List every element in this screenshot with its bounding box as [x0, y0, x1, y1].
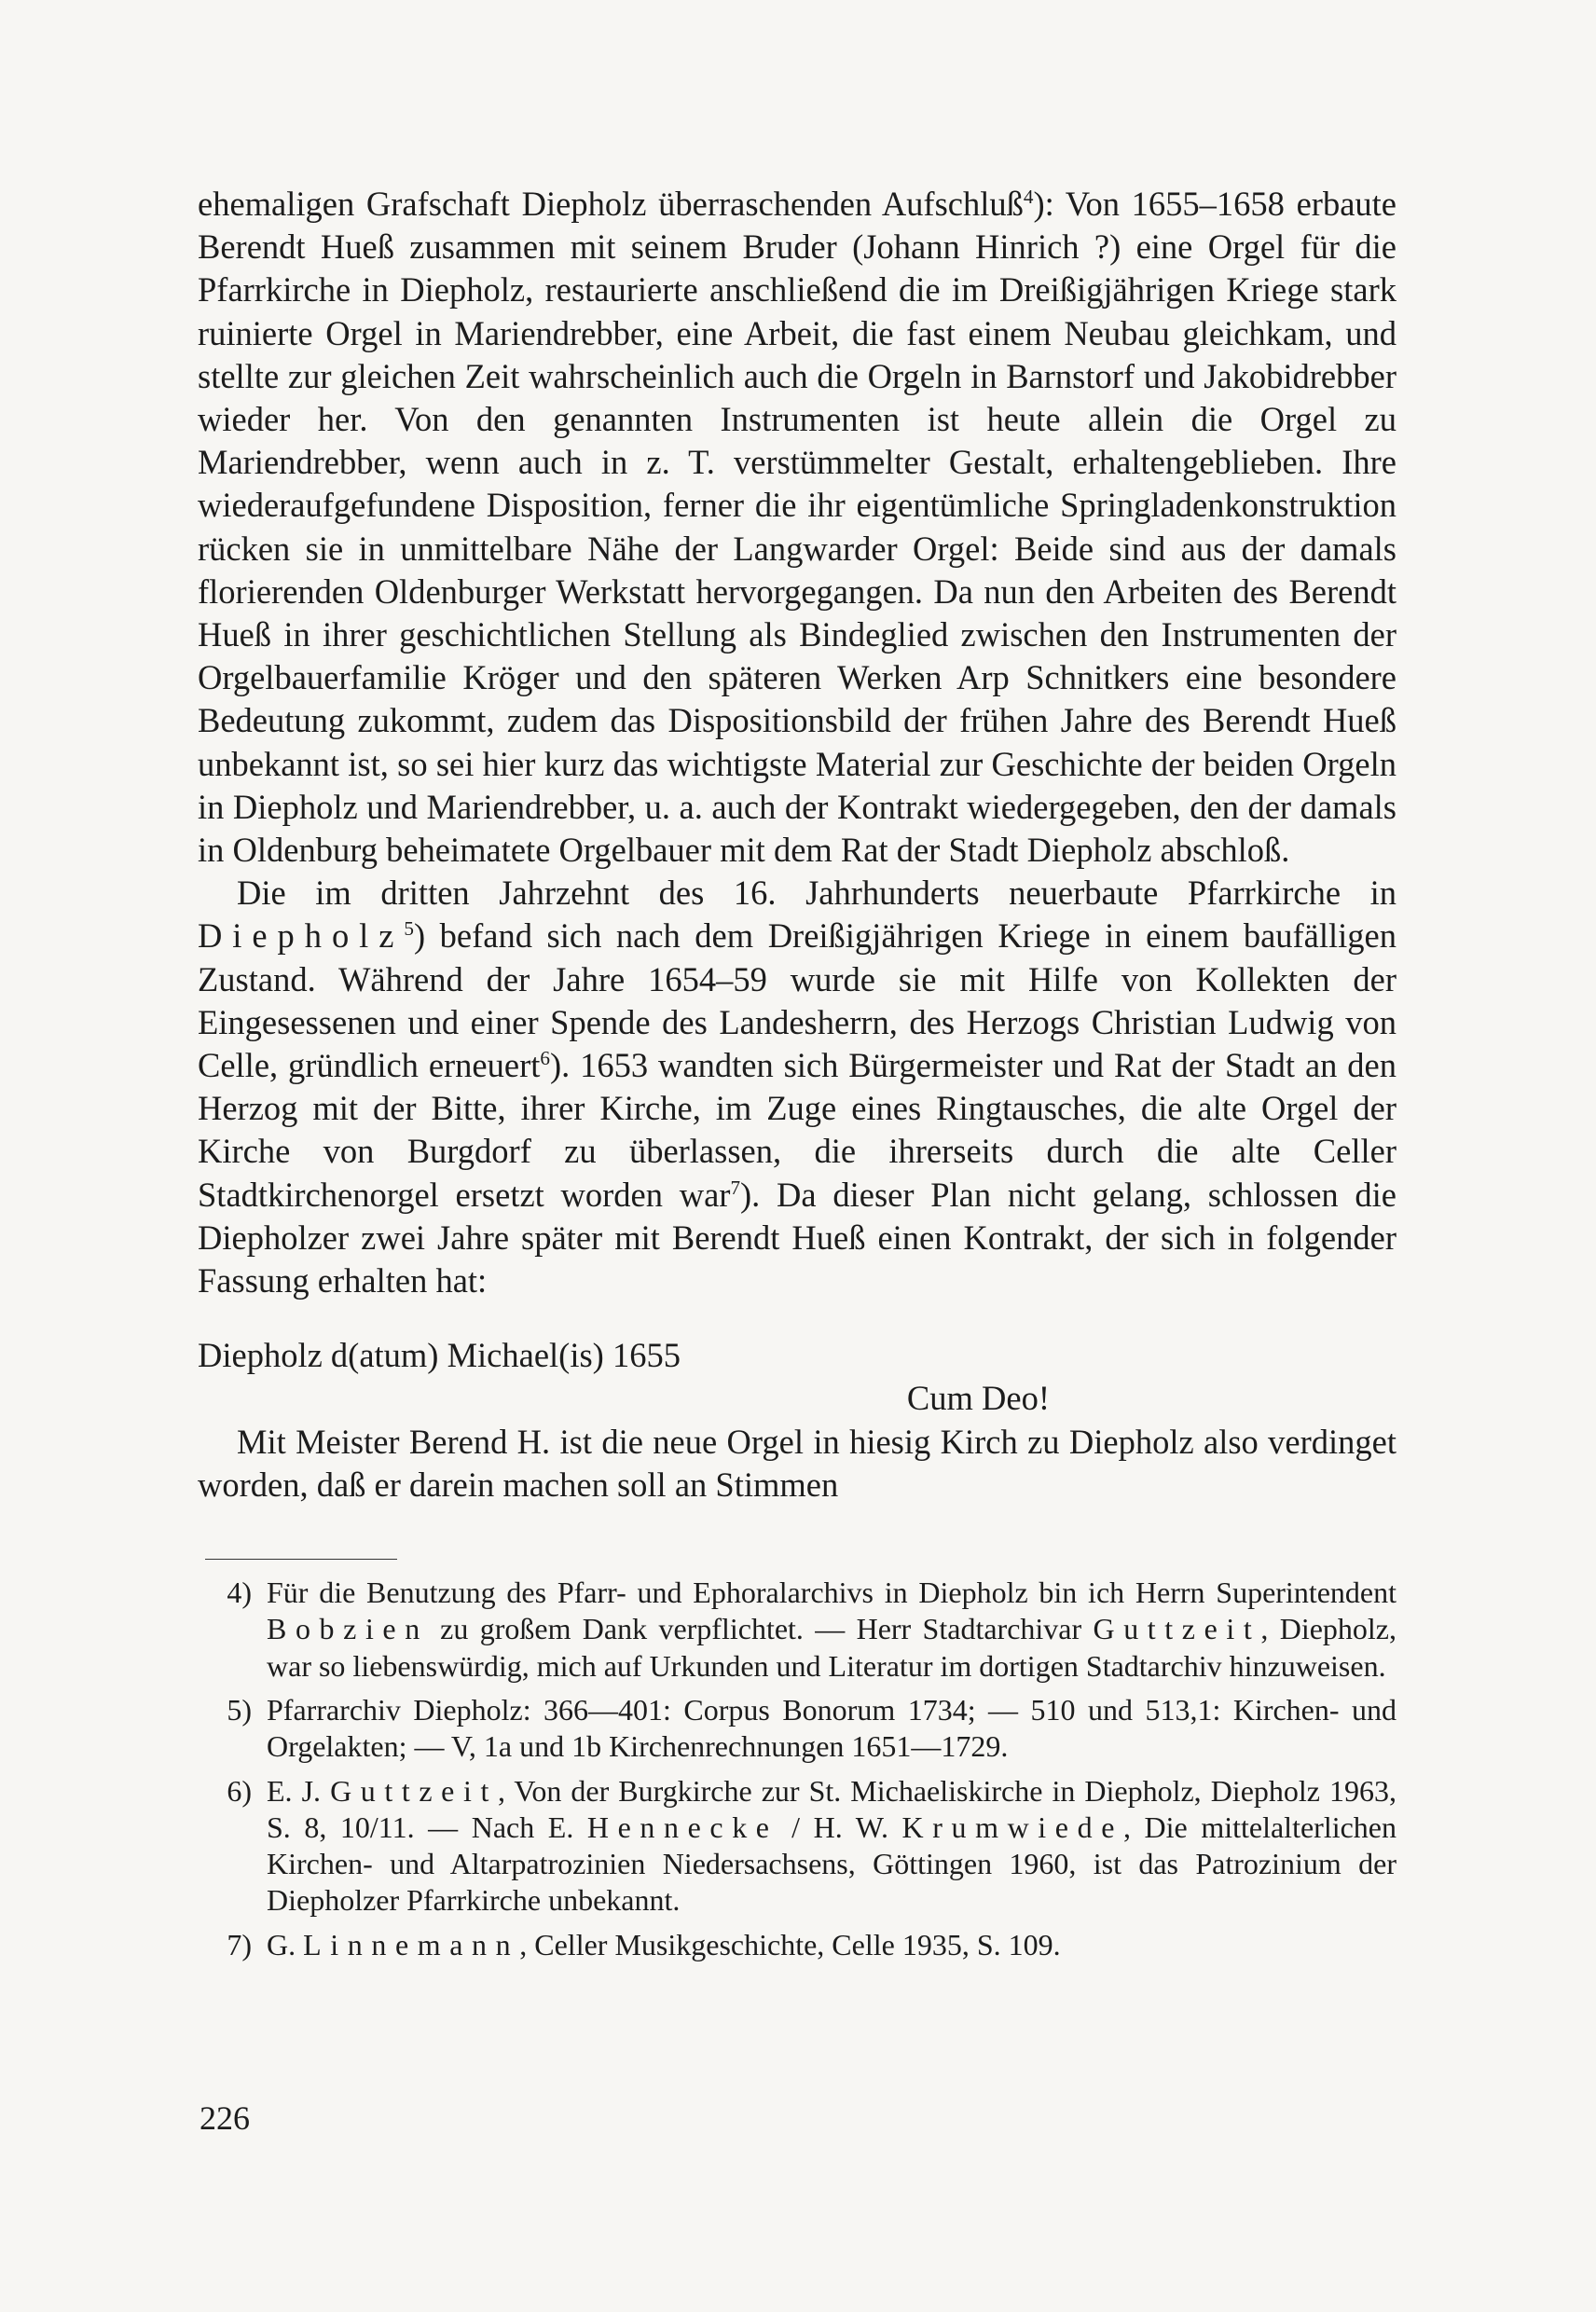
text-run: ) befand sich nach dem Dreißigjährigen Kriege in einem baufälligen Zustand. Während der Jahre 1654–59 wurde sie mit Hilfe von Kollekten der Eingesessenen und einer Spende des Landesherrn, des Herzogs Christian Ludwig von Celle, gründlich erneuert: [198, 916, 1396, 1085]
footnote-number: 6): [227, 1773, 252, 1808]
text-run: Für die Benutzung des Pfarr- und Ephoralarchivs in Diepholz bin ich Herrn Superintendent: [267, 1576, 1396, 1610]
spaced-name: Guttzeit: [1093, 1612, 1261, 1646]
footnote-text: [267, 1927, 1396, 1963]
footnote-number: 5): [227, 1692, 252, 1727]
spaced-name: Hennecke: [586, 1810, 778, 1844]
footnote-number: 4): [227, 1576, 252, 1610]
text-run: , Von der Burgkirche zur St. Michaeliskirche in Diepholz, Diepholz 1963, S. 8, 10/11. — Nach E.: [267, 1773, 1397, 1844]
footnote-6: [198, 1773, 1396, 1920]
footnote-7: [198, 1927, 1396, 1963]
footnote-divider: [205, 1559, 397, 1560]
text-run: , Diepholz, war so liebenswürdig, mich auf Urkunden und Literatur im dortigen Stadtarchiv hinzuweisen.: [267, 1612, 1397, 1683]
footnote-ref-6: 6: [540, 1046, 550, 1069]
contract-heading: Diepholz d(atum) Michael(is) 1655: [198, 1336, 681, 1375]
paragraph-1: [198, 183, 1396, 872]
footnotes: [198, 1575, 1396, 1963]
spaced-name: Krumwiede: [901, 1810, 1123, 1844]
text-run: , Celler Musikgeschichte, Celle 1935, S. 109.: [519, 1927, 1061, 1961]
paragraph-2: [198, 872, 1396, 1302]
spaced-name: Diepholz: [198, 916, 405, 956]
text-run: ehemaligen Grafschaft Diepholz überraschenden Aufschluß: [198, 185, 1024, 223]
footnote-ref-5: 5: [404, 917, 414, 941]
footnote-5: [198, 1692, 1396, 1766]
text-run: E. J.: [267, 1773, 331, 1808]
footnote-number: 7): [227, 1927, 252, 1961]
spaced-name: Guttzeit: [330, 1773, 498, 1808]
footnote-text: [267, 1575, 1396, 1685]
spaced-name: Linnemann: [303, 1927, 520, 1961]
spaced-name: Bobzien: [267, 1612, 429, 1646]
text-run: zu großem Dank verpflichtet. — Herr Stadtarchivar: [428, 1612, 1094, 1646]
text-run: ). 1653 wandten sich Bürgermeister und Rat der Stadt an den Herzog mit der Bitte, ihrer Kirche, im Zuge eines Ringtausches, die alte Orgel der Kirche von Burgdorf zu überlassen, die ihrerseits durch die alte Celler Stadtkirchenorgel ersetzt worden war: [198, 1046, 1396, 1214]
text-run: Die im dritten Jahrzehnt des 16. Jahrhunderts neuerbaute Pfarrkirche in: [237, 874, 1396, 913]
text-run: ). Da dieser Plan nicht gelang, schlossen die Diepholzer zwei Jahre später mit Berendt Hueß einen Kontrakt, der sich in folgender Fassung erhalten hat:: [198, 1175, 1396, 1300]
footnote-text: [267, 1773, 1396, 1920]
footnote-text: Pfarrarchiv Diepholz: 366—401: Corpus Bonorum 1734; — 510 und 513,1: Kirchen- und Orgelakten; — V, 1a und 1b Kirchenrechnungen 1651—1729.: [267, 1692, 1396, 1764]
footnote-4: [198, 1575, 1396, 1685]
text-run: ): Von 1655–1658 erbaute Berendt Hueß zusammen mit seinem Bruder (Johann Hinrich ?) eine Orgel für die Pfarrkirche in Diepholz, restaurierte anschließend die im Dreißigjährigen Kriege stark ruinierte Orgel in Mariendrebber, eine Arbeit, die fast einem Neubau gleichkam, und stellte zur gleichen Zeit wahrscheinlich auch die Orgeln in Barnstorf und Jakobidrebber wieder her. Von den genannten Instrumenten ist heute allein die Orgel zu Mariendrebber, wenn auch in z. T. verstümmelter Gestalt, erhaltengeblieben. Ihre wiederaufgefundene Disposition, ferner die ihr eigentümliche Springladenkonstruktion rücken sie in unmittelbare Nähe der Langwarder Orgel: Beide sind aus der damals florierenden Oldenburger Werkstatt hervorgegangen. Da nun den Arbeiten des Berendt Hueß in ihrer geschichtlichen Stellung als Bindeglied zwischen den Instrumenten der Orgelbauerfamilie Kröger und den späteren Werken Arp Schnitkers eine besondere Bedeutung zukommt, zudem das Dispositionsbild der frühen Jahre des Berendt Hueß unbekannt ist, so sei hier kurz das wichtigste Material zur Geschichte der beiden Orgeln in Diepholz und Mariendrebber, u. a. auch der Kontrakt wiedergegeben, den der damals in Oldenburg beheimatete Orgelbauer mit dem Rat der Stadt Diepholz abschloß.: [198, 185, 1396, 870]
footnote-ref-7: 7: [730, 1176, 741, 1199]
footnote-ref-4: 4: [1023, 185, 1034, 208]
body-text: [198, 183, 1396, 1507]
text-run: G.: [267, 1927, 304, 1961]
paragraph-3: Mit Meister Berend H. ist die neue Orgel in hiesig Kirch zu Diepholz also verdinget worden, daß er darein machen soll an Stimmen: [198, 1422, 1396, 1504]
cum-deo-line: Cum Deo!: [906, 1379, 1050, 1418]
text-run: , Die mittelalterlichen Kirchen- und Altarpatrozinien Niedersachsens, Göttingen 1960, ist das Patrozinium der Diepholzer Pfarrkirche unbekannt.: [267, 1810, 1396, 1918]
page-content: [198, 183, 1396, 1971]
page-number: 226: [200, 2099, 250, 2137]
text-run: / H. W.: [777, 1810, 902, 1844]
